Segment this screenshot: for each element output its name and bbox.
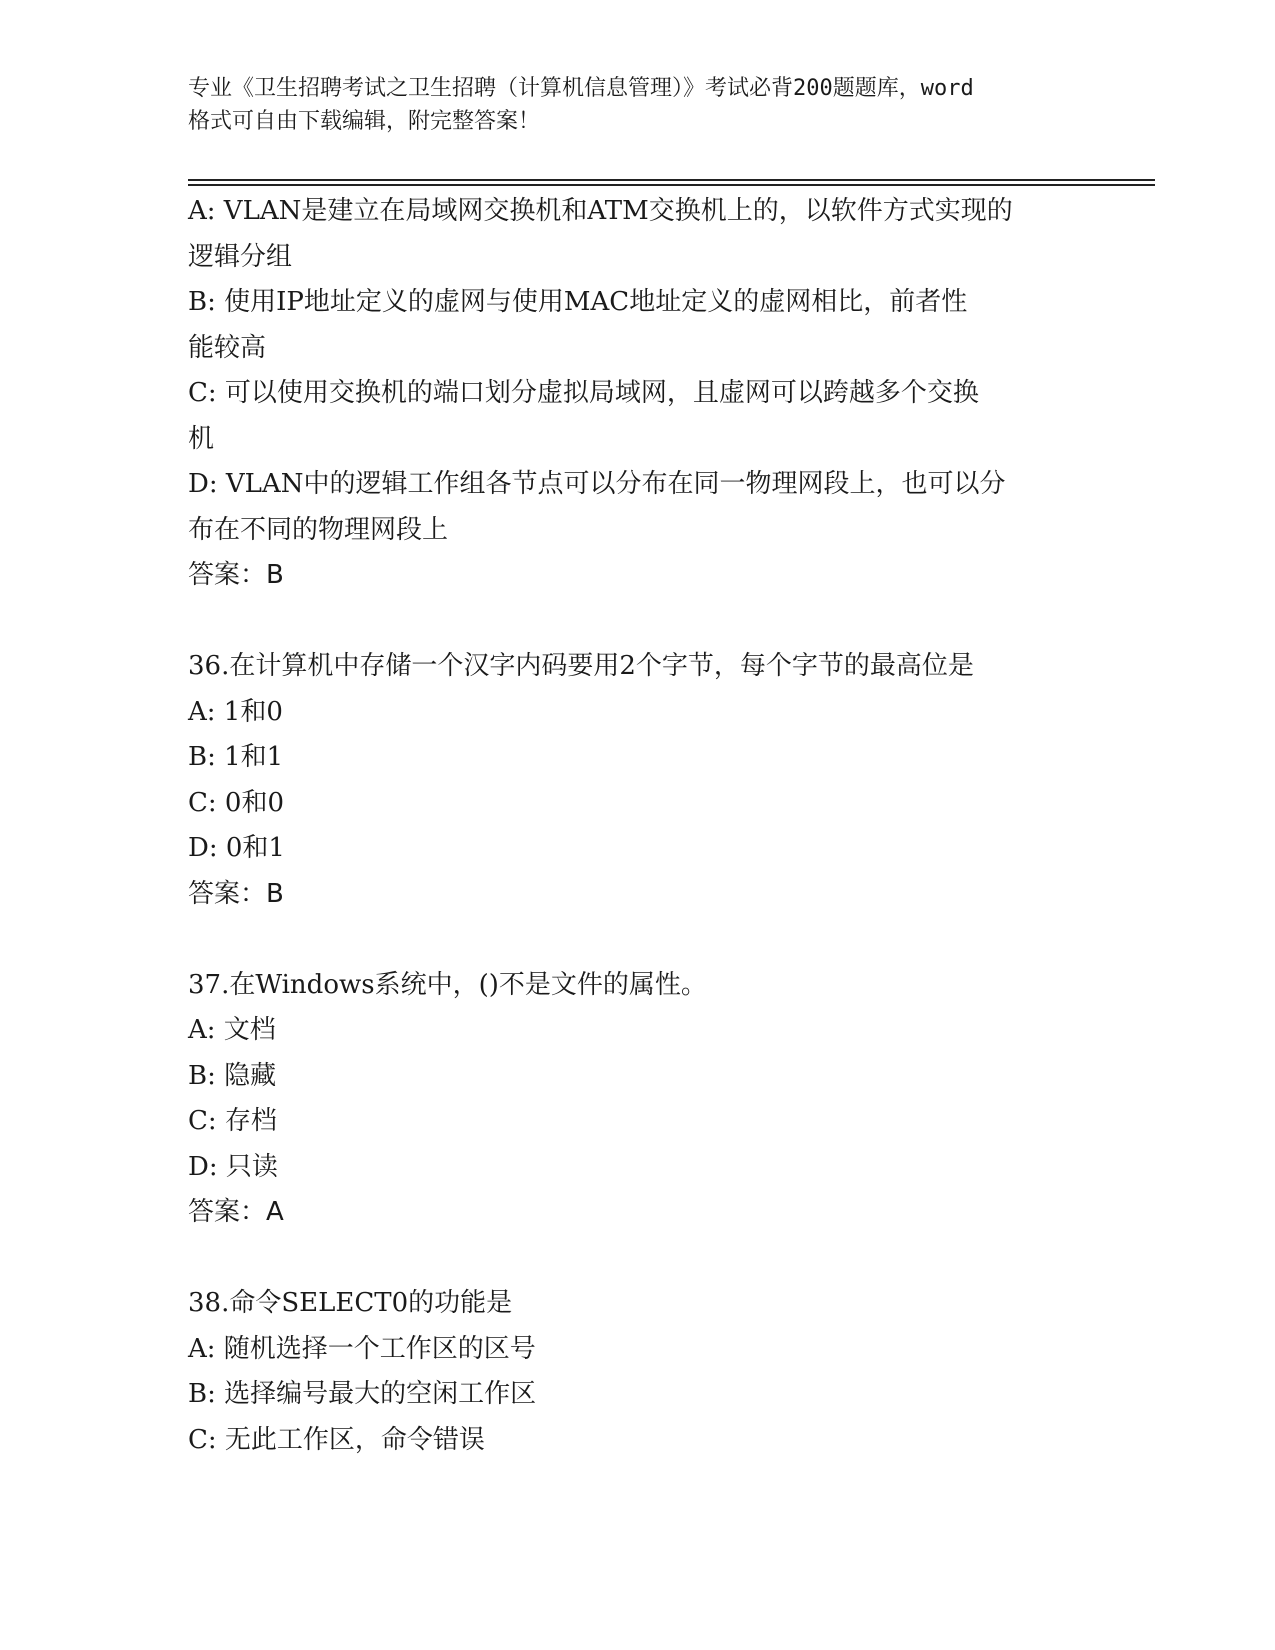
header-title-line-1: 专业《卫生招聘考试之卫生招聘（计算机信息管理）》考试必背200题题库，word xyxy=(188,76,974,101)
option-d-line-1: D: VLAN中的逻辑工作组各节点可以分布在同一物理网段上，也可以分 xyxy=(188,469,1006,499)
option-a: A: 随机选择一个工作区的区号 xyxy=(188,1333,536,1364)
header-title-line-2: 格式可自由下载编辑，附完整答案！ xyxy=(188,109,541,134)
spacer xyxy=(188,917,1088,963)
option-c-line-1: C: 可以使用交换机的端口划分虚拟局域网，且虚网可以跨越多个交换 xyxy=(188,378,979,408)
option-c: C: 存档 xyxy=(188,1106,277,1136)
question-38 xyxy=(188,1281,1088,1463)
option-a-line-2: 逻辑分组 xyxy=(188,241,293,272)
option-d: D: 只读 xyxy=(188,1151,278,1182)
option-b: B: 1和1 xyxy=(188,742,284,772)
header-divider-top xyxy=(188,179,1155,181)
question-text: 36.在计算机中存储一个汉字内码要用2个字节，每个字节的最高位是 xyxy=(188,651,974,681)
option-d-line-2: 布在不同的物理网段上 xyxy=(188,514,449,545)
answer: 答案：B xyxy=(188,878,284,909)
answer: 答案：A xyxy=(188,1197,284,1227)
option-a: A: 1和0 xyxy=(188,696,283,727)
question-list xyxy=(188,189,1088,1463)
question-text: 38.命令SELECT0的功能是 xyxy=(188,1288,513,1318)
option-b-line-1: B: 使用IP地址定义的虚网与使用MAC地址定义的虚网相比，前者性 xyxy=(188,287,968,317)
question-37 xyxy=(188,963,1088,1236)
option-a: A: 文档 xyxy=(188,1015,276,1045)
spacer xyxy=(188,599,1088,645)
option-d: D: 0和1 xyxy=(188,833,285,863)
option-b-line-2: 能较高 xyxy=(188,332,267,363)
answer: 答案：B xyxy=(188,560,284,590)
option-c: C: 无此工作区，命令错误 xyxy=(188,1424,485,1455)
option-c-line-2: 机 xyxy=(188,423,215,454)
spacer xyxy=(188,1236,1088,1282)
document-header xyxy=(188,72,1088,138)
option-b: B: 隐藏 xyxy=(188,1060,277,1091)
header-divider-bottom xyxy=(188,184,1155,186)
option-b: B: 选择编号最大的空闲工作区 xyxy=(188,1379,537,1409)
question-text: 37.在Windows系统中，()不是文件的属性。 xyxy=(188,969,707,1000)
option-c: C: 0和0 xyxy=(188,787,285,818)
question-35 xyxy=(188,189,1088,599)
option-a-line-1: A: VLAN是建立在局域网交换机和ATM交换机上的，以软件方式实现的 xyxy=(188,196,1013,226)
question-36 xyxy=(188,644,1088,917)
